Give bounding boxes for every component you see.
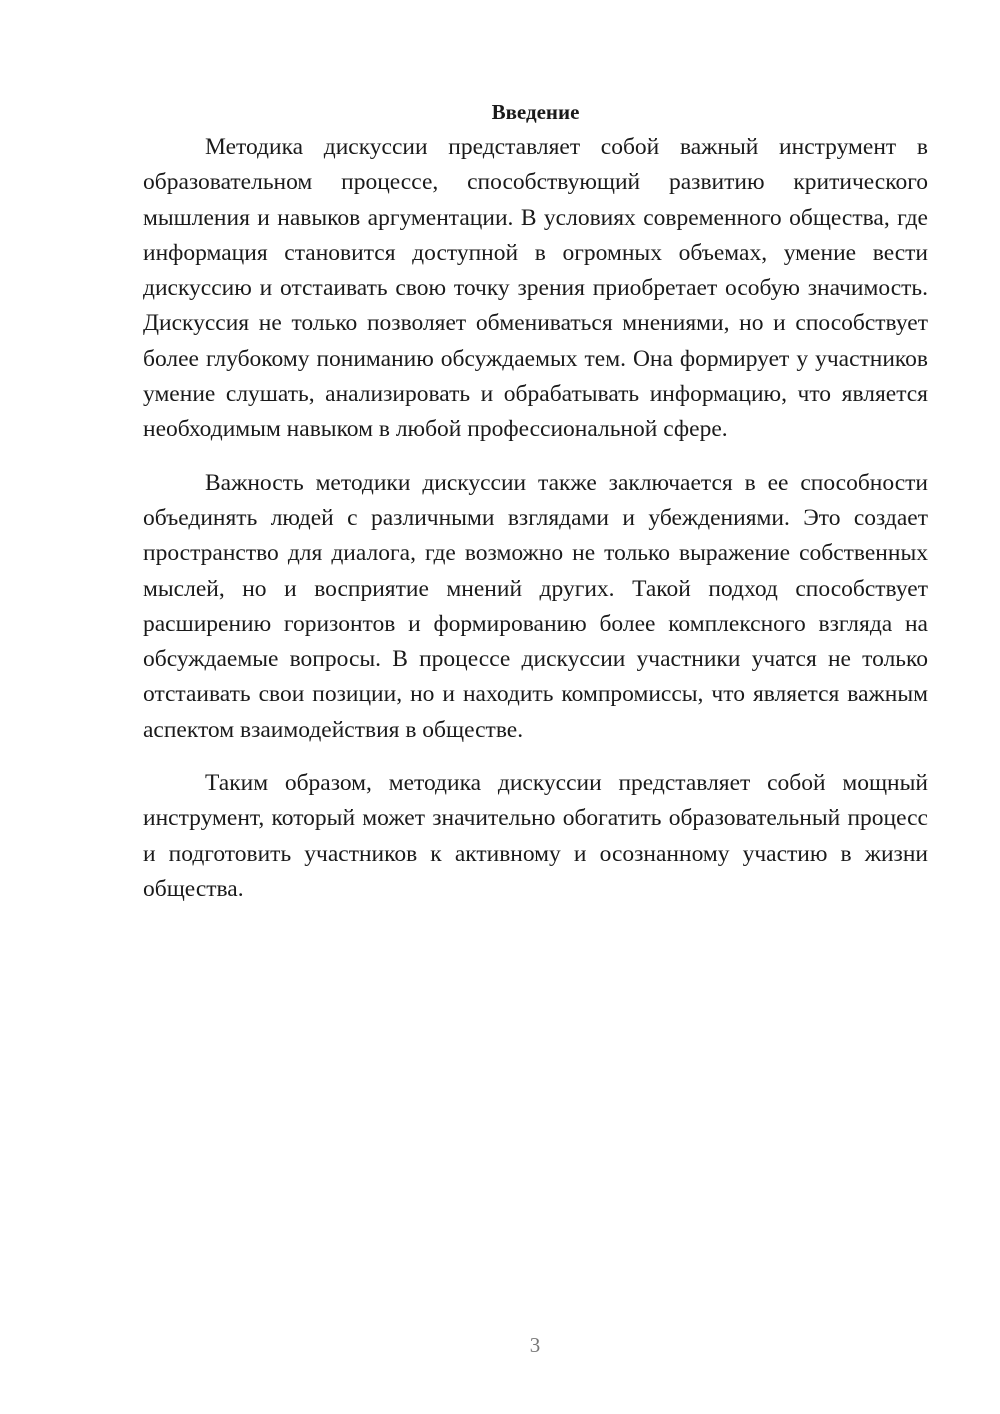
page-number: 3 [529, 1333, 541, 1357]
paragraph-3: Таким образом, методика дискуссии представляет собой мощный инструмент, который может значительно обогатить образовательный процесс и подготовить участников к активному и осознанному участию в жизни общества. [143, 770, 928, 902]
paragraph-2: Важность методики дискуссии также заключается в ее способности объединять людей с различными взглядами и убеждениями. Это создает пространство для диалога, где возможно не только выражение собственных мыслей, но и восприятие мнений других. Такой подход способствует расширению горизонтов и формированию более комплексного взгляда на обсуждаемые вопросы. В процессе дискуссии участники учатся не только отстаивать свои позиции, но и находить компромиссы, что является важным аспектом взаимодействия в обществе. [143, 469, 928, 743]
paragraph-1: Методика дискуссии представляет собой важный инструмент в образовательном процессе, способствующий развитию критического мышления и навыков аргументации. В условиях современного общества, где информация становится доступной в огромных объемах, умение вести дискуссию и отстаивать свою точку зрения приобретает особую значимость. Дискуссия не только позволяет обмениваться мнениями, но и способствует более глубокому пониманию обсуждаемых тем. Она формирует у участников умение слушать, анализировать и обрабатывать информацию, что является необходимым навыком в любой профессиональной сфере. [143, 134, 928, 443]
document-page [143, 98, 928, 925]
section-heading: Введение [491, 100, 580, 124]
